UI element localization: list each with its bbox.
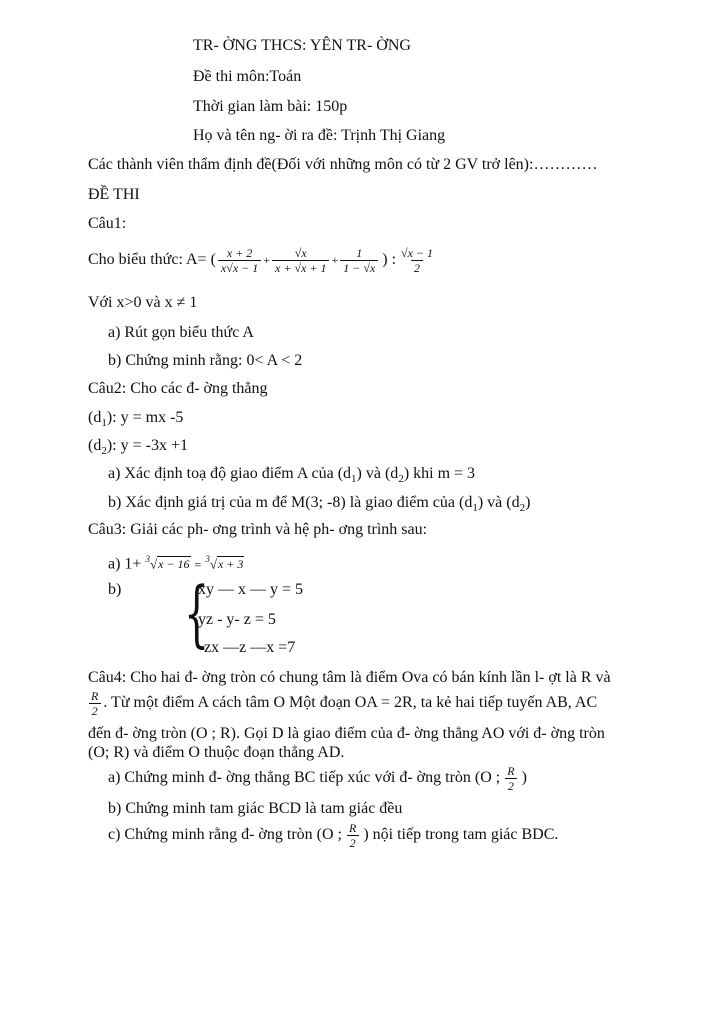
q3-part-a xyxy=(108,550,244,573)
q3-system-eq-2: yz - y- z = 5 xyxy=(198,611,276,628)
q2-b-text-3: ) xyxy=(525,494,531,511)
q3-system-eq-3: zx —z —x =7 xyxy=(204,639,296,656)
q2-a-sub-2: 2 xyxy=(398,473,404,486)
q2-d2-rest: ): y = -3x +1 xyxy=(106,437,188,454)
q4-line-3: đến đ- ờng tròn (O ; R). Gọi D là giao điểm của đ- ờng thẳng AO với đ- ờng tròn xyxy=(88,725,605,742)
q4-c-fraction xyxy=(346,821,359,850)
q1-fraction-1 xyxy=(218,246,261,275)
q3-a-root1-arg: x − 16 xyxy=(158,557,190,572)
q4-line-4: (O; R) và điểm O thuộc đoạn thẳng AD. xyxy=(88,744,345,761)
q1-f4-denominator: 2 xyxy=(411,260,423,275)
q2-b-text-1: b) Xác định giá trị của m để M(3; -8) là giao điểm của (d xyxy=(108,494,473,511)
q1-condition: Với x>0 và x ≠ 1 xyxy=(88,294,198,311)
q4-a-frac-num: R xyxy=(507,763,515,778)
q4-part-b: b) Chứng minh tam giác BCD là tam giác đều xyxy=(108,800,403,817)
q2-d1-label: (d xyxy=(88,409,102,426)
q1-f1-numerator: x + 2 xyxy=(226,245,253,260)
q4-line-1: Câu4: Cho hai đ- ờng tròn có chung tâm là điểm Ova có bán kính lần l- ợt là R và xyxy=(88,669,611,686)
q4-line-2 xyxy=(88,685,597,721)
q1-close: ) : xyxy=(382,251,397,268)
q2-d1-rest: ): y = mx -5 xyxy=(106,409,184,426)
q2-line-d1 xyxy=(88,409,183,432)
school-name: TR- ỜNG THCS: YÊN TR- ỜNG xyxy=(193,37,411,54)
q1-fraction-4 xyxy=(398,246,436,275)
q1-part-a: a) Rút gọn biểu thức A xyxy=(108,324,254,341)
q4-a-fraction xyxy=(504,764,517,793)
exam-subject: Đề thi môn:Toán xyxy=(193,68,302,85)
q4-a-frac-den: 2 xyxy=(505,778,517,793)
q2-a-sub-1: 1 xyxy=(351,473,357,486)
q4-frac-num: R xyxy=(91,688,99,703)
q1-plus-2: + xyxy=(331,253,339,267)
q1-f1-denominator: x√x − 1 xyxy=(218,260,261,275)
q4-a-text-1: a) Chứng minh đ- ờng thẳng BC tiếp xúc với đ- ờng tròn (O ; xyxy=(108,769,501,786)
q3-a-root1-index: 3 xyxy=(145,554,150,564)
q1-f2-denominator: x + √x + 1 xyxy=(272,260,329,275)
left-brace-icon: { xyxy=(184,571,210,655)
q2-a-text-3: ) khi m = 3 xyxy=(403,465,476,482)
q2-b-sub-2: 2 xyxy=(519,502,526,515)
q4-line-2-text: . Từ một điểm A cách tâm O Một đoạn OA = 2R, ta kẻ hai tiếp tuyến AB, AC xyxy=(103,694,598,711)
q2-line-d2 xyxy=(88,437,188,460)
q1-heading: Câu1: xyxy=(88,215,127,232)
reviewers-line: Các thành viên thẩm định đề(Đối với những môn có từ 2 GV trở lên):………… xyxy=(88,156,598,173)
q2-heading: Câu2: Cho các đ- ờng thẳng xyxy=(88,380,268,397)
q1-fraction-2 xyxy=(272,246,329,275)
q3-a-cuberoot-2 xyxy=(205,550,244,573)
q2-part-b xyxy=(108,494,530,517)
radical-icon: √ xyxy=(209,556,217,572)
q3-a-cuberoot-1 xyxy=(145,550,190,573)
radical-icon: √ xyxy=(149,556,158,572)
q4-c-frac-num: R xyxy=(348,820,357,835)
q2-a-text-1: a) Xác định toạ độ giao điểm A của (d xyxy=(108,465,352,482)
q4-part-c xyxy=(108,817,558,853)
q2-b-text-2: ) và (d xyxy=(477,494,520,511)
q1-expression xyxy=(88,244,438,276)
q4-c-text-1: c) Chứng minh rằng đ- ờng tròn (O ; xyxy=(108,826,342,843)
exam-title: ĐỀ THI xyxy=(88,186,140,203)
q1-plus-1: + xyxy=(263,253,271,267)
q3-heading: Câu3: Giải các ph- ơng trình và hệ ph- ơng trình sau: xyxy=(88,521,428,538)
q1-fraction-3 xyxy=(340,246,378,275)
q1-f3-numerator: 1 xyxy=(356,245,363,260)
q4-c-text-2: ) nội tiếp trong tam giác BDC. xyxy=(363,826,559,843)
q3-system-eq-1: xy — x — y = 5 xyxy=(198,581,304,598)
q1-f2-numerator: √x xyxy=(294,245,307,260)
q4-c-frac-den: 2 xyxy=(347,835,359,850)
q3-a-label: a) 1+ xyxy=(108,555,142,573)
q1-f3-denominator: 1 − √x xyxy=(340,260,378,275)
q4-fraction-r2 xyxy=(88,689,101,718)
q2-d1-sub: 1 xyxy=(101,417,107,430)
q2-b-sub-1: 1 xyxy=(472,502,478,515)
q2-a-text-2: ) và (d xyxy=(356,465,399,482)
q4-frac-den: 2 xyxy=(89,703,101,718)
q2-part-a xyxy=(108,465,475,488)
q4-a-text-2: ) xyxy=(521,769,527,786)
q3-a-equals: = xyxy=(194,557,202,572)
exam-author: Họ và tên ng- ời ra đề: Trịnh Thị Giang xyxy=(193,127,446,144)
q3-a-root2-arg: x + 3 xyxy=(217,557,244,572)
q4-part-a xyxy=(108,760,527,796)
exam-duration: Thời gian làm bài: 150p xyxy=(193,98,348,115)
q2-d2-label: (d xyxy=(88,437,102,454)
q3-b-label: b) xyxy=(108,581,122,598)
q3-a-root2-index: 3 xyxy=(205,554,210,564)
q1-part-b: b) Chứng minh rằng: 0< A < 2 xyxy=(108,352,303,369)
q2-d2-sub: 2 xyxy=(101,445,107,458)
q1-f4-numerator: √x − 1 xyxy=(401,245,434,260)
q1-expr-prefix: Cho biểu thức: A= ( xyxy=(88,251,216,268)
